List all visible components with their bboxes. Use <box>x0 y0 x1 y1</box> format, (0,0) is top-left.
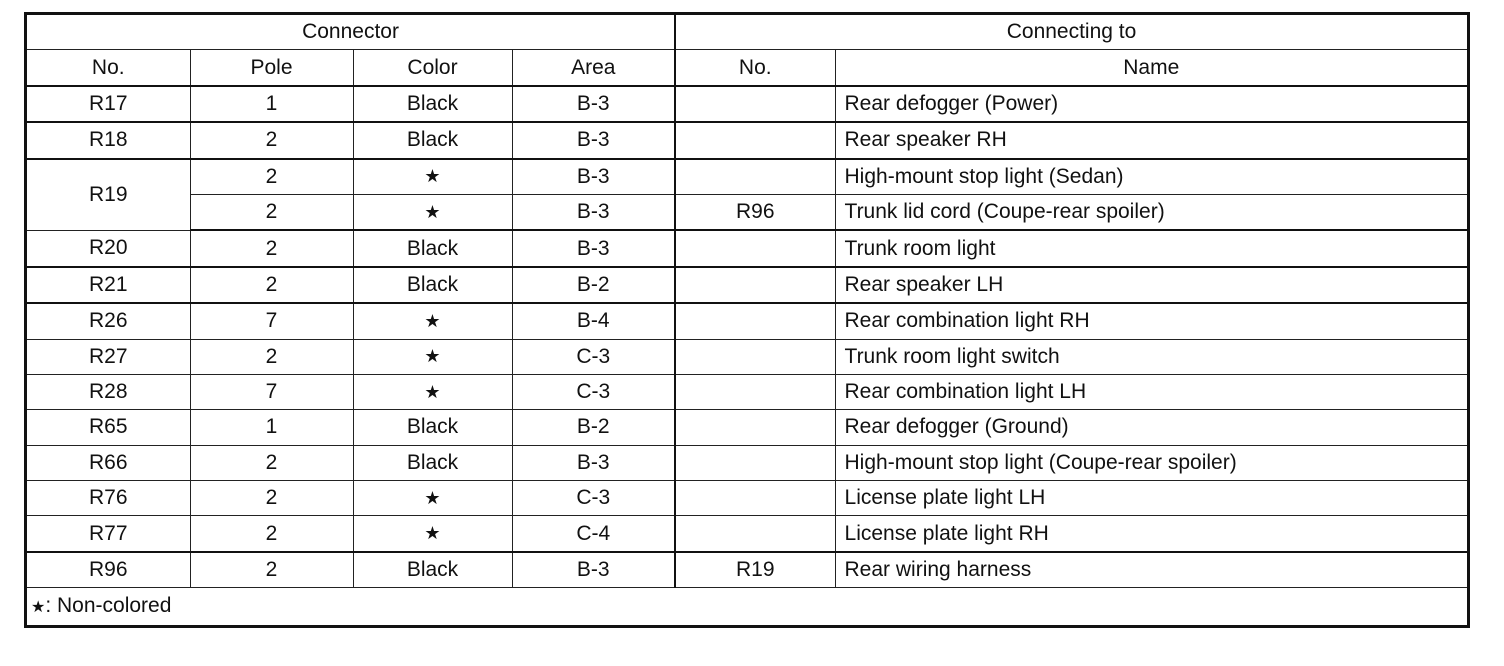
cell-area: C-4 <box>512 516 675 552</box>
legend-note <box>31 594 171 618</box>
table-row <box>27 159 1467 195</box>
cell-color: Black <box>353 86 512 122</box>
cell-connecting-no <box>675 481 835 516</box>
cell-pole: 2 <box>190 122 353 158</box>
cell-area: B-2 <box>512 267 675 303</box>
cell-no: R77 <box>27 516 190 552</box>
cell-color-star: ★ <box>353 339 512 374</box>
cell-name: Rear speaker LH <box>835 267 1467 303</box>
cell-no: R21 <box>27 267 190 303</box>
table-row <box>27 445 1467 480</box>
cell-name: Rear defogger (Power) <box>835 86 1467 122</box>
cell-name: High-mount stop light (Coupe-rear spoiler) <box>835 445 1467 480</box>
cell-no: R19 <box>27 159 190 231</box>
cell-pole: 2 <box>190 194 353 230</box>
cell-pole: 2 <box>190 552 353 588</box>
cell-area: B-3 <box>512 159 675 195</box>
cell-area: B-3 <box>512 552 675 588</box>
cell-no: R18 <box>27 122 190 158</box>
cell-pole: 2 <box>190 339 353 374</box>
cell-area: B-3 <box>512 194 675 230</box>
cell-connecting-no <box>675 374 835 409</box>
cell-pole: 2 <box>190 516 353 552</box>
cell-color: Black <box>353 552 512 588</box>
column-header-row <box>27 50 1467 86</box>
group-header-row <box>27 15 1467 50</box>
col-header-no: No. <box>27 50 190 86</box>
cell-pole: 2 <box>190 159 353 195</box>
cell-color-star: ★ <box>353 194 512 230</box>
cell-name: Rear combination light LH <box>835 374 1467 409</box>
cell-connecting-no <box>675 303 835 339</box>
cell-area: B-4 <box>512 303 675 339</box>
cell-no: R26 <box>27 303 190 339</box>
cell-area: B-2 <box>512 410 675 445</box>
table-row <box>27 516 1467 552</box>
cell-color: Black <box>353 410 512 445</box>
cell-no: R20 <box>27 230 190 266</box>
cell-no: R17 <box>27 86 190 122</box>
star-icon: ★ <box>31 599 46 616</box>
cell-connecting-no <box>675 86 835 122</box>
table-row <box>27 86 1467 122</box>
cell-connecting-no <box>675 445 835 480</box>
cell-connecting-no <box>675 267 835 303</box>
cell-color-star: ★ <box>353 481 512 516</box>
cell-connecting-no <box>675 230 835 266</box>
cell-pole: 2 <box>190 481 353 516</box>
cell-no: R27 <box>27 339 190 374</box>
cell-color-star: ★ <box>353 516 512 552</box>
table-row <box>27 410 1467 445</box>
cell-color: Black <box>353 267 512 303</box>
cell-connecting-no: R19 <box>675 552 835 588</box>
cell-name: License plate light RH <box>835 516 1467 552</box>
cell-color: Black <box>353 230 512 266</box>
cell-connecting-no <box>675 410 835 445</box>
cell-pole: 2 <box>190 267 353 303</box>
cell-name: Rear speaker RH <box>835 122 1467 158</box>
cell-name: Trunk lid cord (Coupe-rear spoiler) <box>835 194 1467 230</box>
cell-color-star: ★ <box>353 374 512 409</box>
cell-connecting-no: R96 <box>675 194 835 230</box>
cell-color: Black <box>353 122 512 158</box>
cell-no: R65 <box>27 410 190 445</box>
col-header-color: Color <box>353 50 512 86</box>
cell-name: Rear wiring harness <box>835 552 1467 588</box>
cell-name: High-mount stop light (Sedan) <box>835 159 1467 195</box>
col-header-pole: Pole <box>190 50 353 86</box>
cell-pole: 1 <box>190 86 353 122</box>
table-row <box>27 303 1467 339</box>
col-header-area: Area <box>512 50 675 86</box>
cell-pole: 1 <box>190 410 353 445</box>
cell-color-star: ★ <box>353 303 512 339</box>
connector-table-frame <box>24 12 1470 628</box>
cell-connecting-no <box>675 122 835 158</box>
cell-no: R66 <box>27 445 190 480</box>
table-row <box>27 122 1467 158</box>
cell-name: Trunk room light switch <box>835 339 1467 374</box>
cell-color: Black <box>353 445 512 480</box>
table-row <box>27 267 1467 303</box>
cell-pole: 7 <box>190 374 353 409</box>
cell-connecting-no <box>675 159 835 195</box>
cell-connecting-no <box>675 339 835 374</box>
col-header-connecting-no: No. <box>675 50 835 86</box>
connecting-to-group-header: Connecting to <box>675 15 1467 50</box>
legend-text: : Non-colored <box>45 594 172 617</box>
cell-connecting-no <box>675 516 835 552</box>
table-row <box>27 552 1467 588</box>
cell-area: C-3 <box>512 481 675 516</box>
cell-area: C-3 <box>512 339 675 374</box>
cell-no: R76 <box>27 481 190 516</box>
col-header-name: Name <box>835 50 1467 86</box>
cell-name: Rear combination light RH <box>835 303 1467 339</box>
cell-pole: 2 <box>190 230 353 266</box>
cell-no: R28 <box>27 374 190 409</box>
cell-name: License plate light LH <box>835 481 1467 516</box>
cell-area: B-3 <box>512 445 675 480</box>
table-row <box>27 194 1467 230</box>
cell-area: C-3 <box>512 374 675 409</box>
table-row <box>27 230 1467 266</box>
cell-pole: 2 <box>190 445 353 480</box>
cell-area: B-3 <box>512 230 675 266</box>
table-row <box>27 374 1467 409</box>
connector-group-header: Connector <box>27 15 675 50</box>
table-row <box>27 481 1467 516</box>
cell-color-star: ★ <box>353 159 512 195</box>
cell-no: R96 <box>27 552 190 588</box>
cell-name: Trunk room light <box>835 230 1467 266</box>
connector-table <box>27 15 1467 588</box>
cell-name: Rear defogger (Ground) <box>835 410 1467 445</box>
cell-pole: 7 <box>190 303 353 339</box>
cell-area: B-3 <box>512 86 675 122</box>
table-row <box>27 339 1467 374</box>
cell-area: B-3 <box>512 122 675 158</box>
